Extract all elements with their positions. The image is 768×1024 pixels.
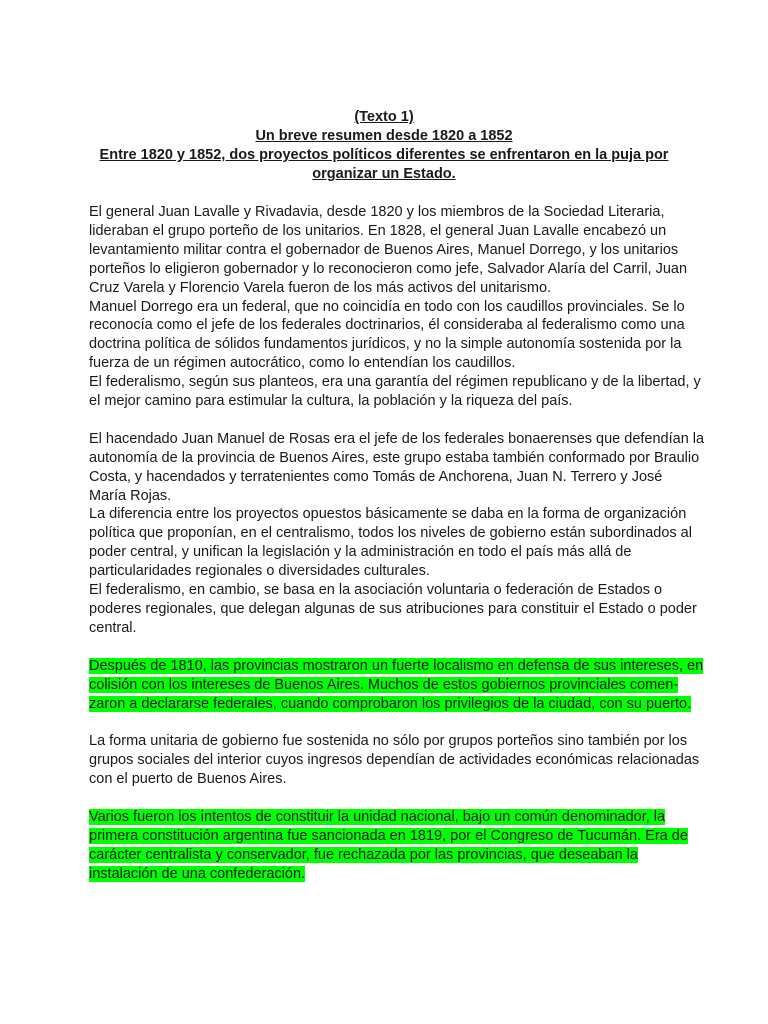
highlighted-line	[89, 846, 689, 865]
text-line: lideraban el grupo porteño de los unitarios. En 1828, el general Juan Lavalle encabezó un	[89, 222, 667, 239]
highlighted-line	[89, 865, 689, 884]
highlighted-line	[89, 676, 689, 695]
highlighted-line	[89, 695, 692, 714]
paragraph-1	[89, 203, 701, 411]
highlighted-line	[89, 808, 689, 827]
highlighted-line	[89, 657, 704, 676]
document-body	[89, 203, 705, 902]
text-line: grupos sociales del interior cuyos ingresos dependían de actividades económicas relacionadas	[89, 752, 700, 769]
text-line: poder central, y unifican la legislación y la administración en todo el país más allá de	[89, 544, 632, 561]
highlight-mark: primera constitución argentina fue sancionada en 1819, por el Congreso de Tucumán. Era de	[89, 827, 688, 844]
text-line: Costa, y hacendados y terratenientes como Tomás de Anchorena, Juan N. Terrero y José	[89, 468, 663, 485]
highlighted-line	[89, 827, 689, 846]
text-line: fuerza de un régimen autocrático, como lo entendían los caudillos.	[89, 355, 516, 372]
highlight-mark: colisión con los intereses de Buenos Aires. Muchos de estos gobiernos provinciales comen-	[89, 676, 679, 693]
text-line: La diferencia entre los proyectos opuestos básicamente se daba en la forma de organización	[89, 506, 687, 523]
text-line: política que proponían, en el centralismo, todos los niveles de gobierno están subordinados al	[89, 525, 692, 542]
paragraph-5-highlighted	[89, 808, 689, 884]
highlight-mark: carácter centralista y conservador, fue rechazada por las provincias, que deseaban la	[89, 846, 638, 863]
text-line: El federalismo, en cambio, se basa en la asociación voluntaria o federación de Estados o	[89, 582, 663, 599]
text-line: El federalismo, según sus planteos, era una garantía del régimen republicano y de la libertad, y	[89, 374, 701, 391]
header-line: Entre 1820 y 1852, dos proyectos políticos diferentes se enfrentaron en la puja por	[99, 147, 669, 163]
text-line: central.	[89, 619, 137, 636]
text-line: el mejor camino para estimular la cultura, la población y la riqueza del país.	[89, 393, 573, 410]
text-line: porteños lo eligieron gobernador y lo reconocieron como jefe, Salvador Alaría del Carril, Juan	[89, 260, 688, 277]
paragraph-4	[89, 732, 700, 789]
header-line: Un breve resumen desde 1820 a 1852	[255, 128, 513, 144]
text-line: María Rojas.	[89, 487, 172, 504]
paragraph-3-highlighted	[89, 657, 704, 714]
highlight-mark: Después de 1810, las provincias mostraron un fuerte localismo en defensa de sus intereses, en	[89, 657, 704, 674]
text-line: reconocía como el jefe de los federales doctrinarios, él consideraba al federalismo como una	[89, 317, 685, 334]
text-line: poderes regionales, que delegan algunas de sus atribuciones para constituir el Estado o poder	[89, 601, 697, 618]
text-line: El hacendado Juan Manuel de Rosas era el jefe de los federales bonaerenses que defendían la	[89, 430, 705, 447]
text-line: El general Juan Lavalle y Rivadavia, desde 1820 y los miembros de la Sociedad Literaria,	[89, 204, 665, 220]
text-line: Cruz Varela y Florencio Varela fueron de los más activos del unitarismo.	[89, 279, 552, 296]
text-line: doctrina política de sólidos fundamentos jurídicos, y no la simple autonomía sostenida por la	[89, 336, 682, 353]
header-line: organizar un Estado.	[312, 166, 456, 182]
text-line: autonomía de la provincia de Buenos Aires, este grupo estaba también conformado por Braulio	[89, 449, 700, 466]
text-line: particularidades regionales o diversidades culturales.	[89, 563, 430, 580]
header-line: (Texto 1)	[354, 109, 414, 125]
highlight-mark: instalación de una confederación.	[89, 865, 306, 882]
text-line: con el puerto de Buenos Aires.	[89, 771, 287, 788]
document-header	[80, 108, 688, 184]
text-line: La forma unitaria de gobierno fue sostenida no sólo por grupos porteños sino también por los	[89, 733, 688, 750]
text-line: levantamiento militar contra el gobernador de Buenos Aires, Manuel Dorrego, y los unitarios	[89, 241, 679, 258]
paragraph-2	[89, 430, 705, 638]
highlight-mark: Varios fueron los intentos de constituir la unidad nacional, bajo un común denominador, la	[89, 808, 666, 825]
highlight-mark: zaron a declararse federales, cuando comprobaron los privilegios de la ciudad, con su puerto.	[89, 695, 692, 712]
text-line: Manuel Dorrego era un federal, que no coincidía en todo con los caudillos provinciales. Se lo	[89, 298, 685, 315]
